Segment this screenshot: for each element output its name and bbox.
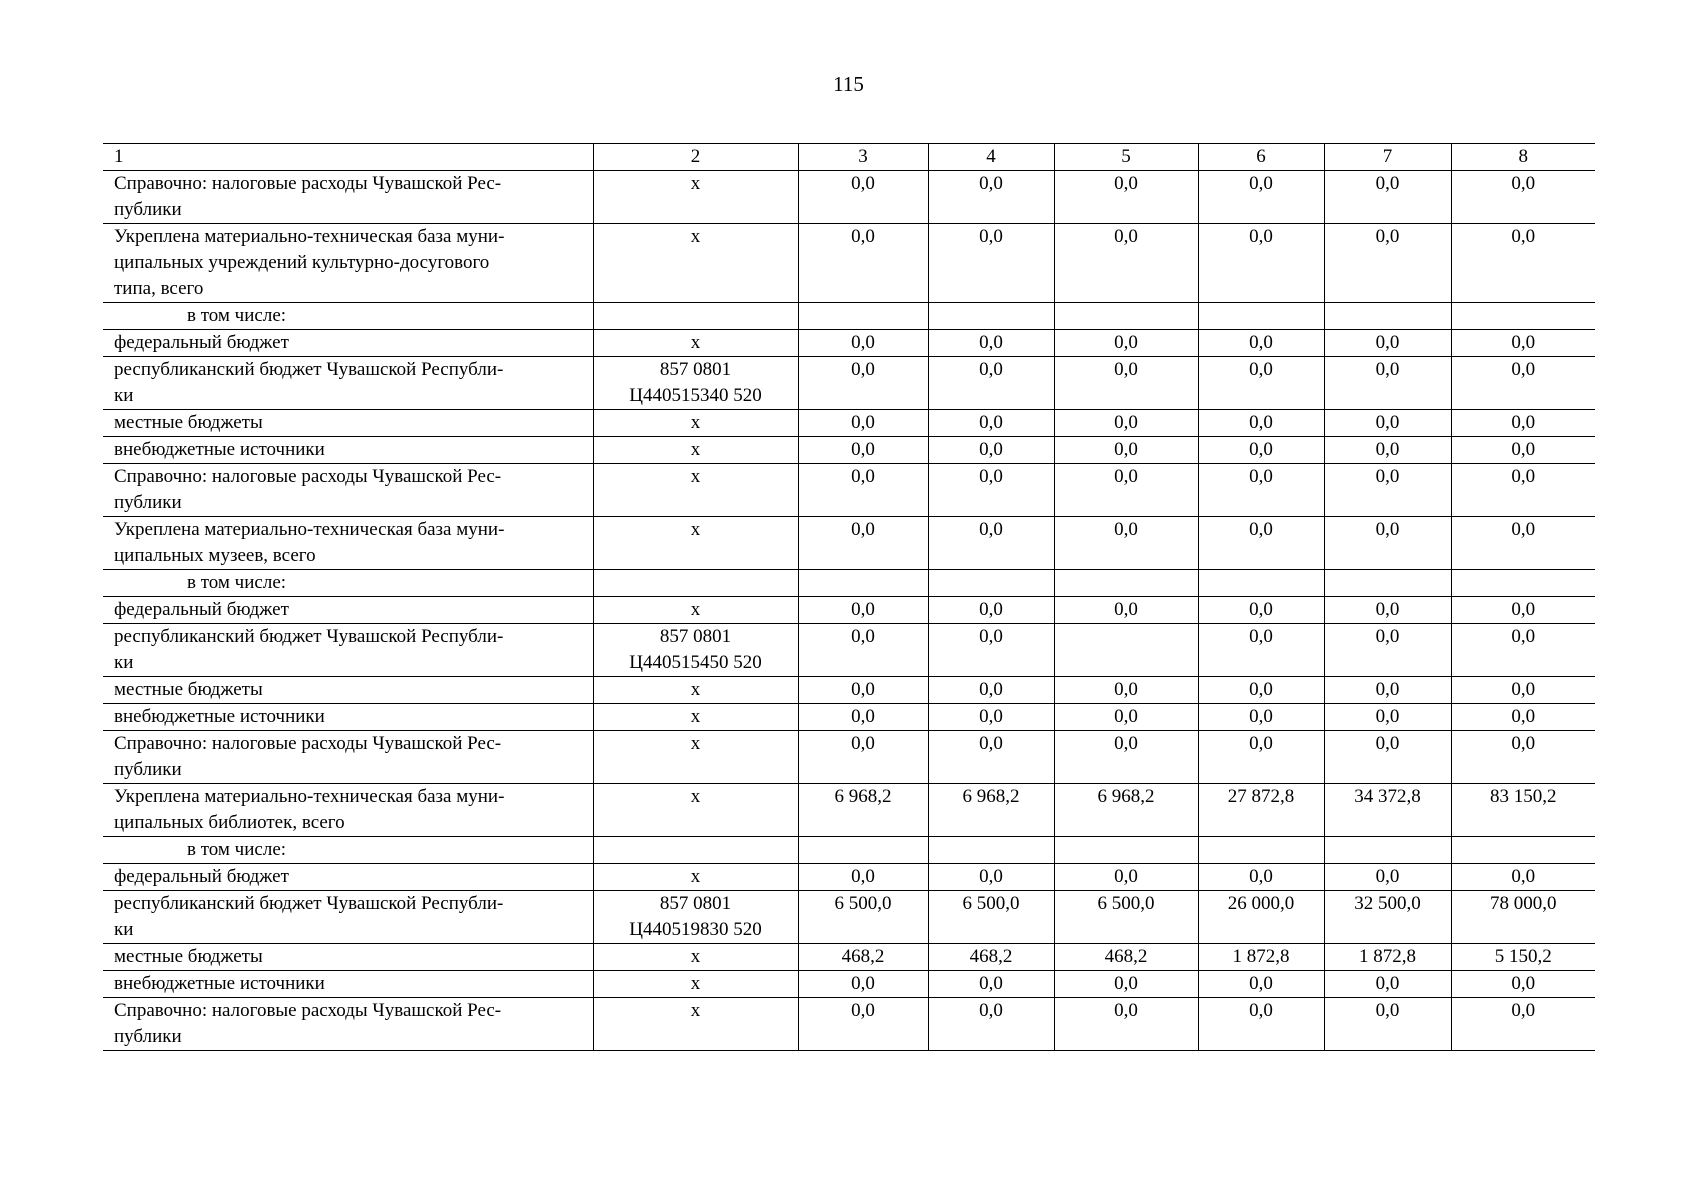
value-cell: 0,0 [928, 464, 1054, 517]
value-cell: 0,0 [1324, 171, 1451, 224]
value-cell: 0,0 [1324, 410, 1451, 437]
row-label: местные бюджеты [103, 944, 593, 971]
row-label: Укреплена материально-техническая база муни- ципальных библиотек, всего [103, 784, 593, 837]
value-cell: 0,0 [1198, 597, 1324, 624]
table-row [103, 971, 1595, 998]
value-cell: 0,0 [1198, 677, 1324, 704]
value-cell: 0,0 [928, 437, 1054, 464]
budget-code: х [593, 704, 798, 731]
value-cell: 0,0 [1324, 998, 1451, 1051]
value-cell: 0,0 [1054, 437, 1198, 464]
value-cell: 0,0 [1054, 704, 1198, 731]
budget-code: х [593, 171, 798, 224]
value-cell [1451, 570, 1595, 597]
row-label: в том числе: [103, 303, 593, 330]
value-cell: 0,0 [1451, 330, 1595, 357]
budget-code: 857 0801 Ц440515340 520 [593, 357, 798, 410]
value-cell [1324, 837, 1451, 864]
value-cell: 0,0 [1324, 597, 1451, 624]
value-cell: 0,0 [1451, 704, 1595, 731]
page-number: 115 [833, 72, 864, 96]
value-cell: 0,0 [1198, 171, 1324, 224]
value-cell: 0,0 [1451, 437, 1595, 464]
value-cell [1198, 303, 1324, 330]
value-cell [1054, 303, 1198, 330]
column-header-5: 5 [1054, 144, 1198, 171]
value-cell: 0,0 [798, 704, 928, 731]
value-cell: 0,0 [1198, 517, 1324, 570]
value-cell: 0,0 [1451, 171, 1595, 224]
value-cell: 0,0 [928, 171, 1054, 224]
row-label: местные бюджеты [103, 410, 593, 437]
value-cell: 1 872,8 [1324, 944, 1451, 971]
value-cell: 0,0 [1054, 597, 1198, 624]
value-cell: 0,0 [1324, 971, 1451, 998]
budget-code: х [593, 677, 798, 704]
column-header-3: 3 [798, 144, 928, 171]
value-cell: 78 000,0 [1451, 891, 1595, 944]
value-cell: 0,0 [798, 437, 928, 464]
value-cell [928, 570, 1054, 597]
table-row [103, 998, 1595, 1051]
value-cell: 0,0 [1054, 171, 1198, 224]
value-cell: 0,0 [1324, 517, 1451, 570]
table-row [103, 410, 1595, 437]
value-cell: 0,0 [928, 864, 1054, 891]
value-cell: 0,0 [1324, 357, 1451, 410]
value-cell [1451, 303, 1595, 330]
budget-code: х [593, 944, 798, 971]
value-cell: 0,0 [1198, 864, 1324, 891]
value-cell: 0,0 [928, 998, 1054, 1051]
value-cell: 0,0 [1451, 410, 1595, 437]
budget-code [593, 303, 798, 330]
value-cell: 6 500,0 [1054, 891, 1198, 944]
budget-code: х [593, 330, 798, 357]
value-cell: 0,0 [928, 624, 1054, 677]
value-cell: 0,0 [1198, 437, 1324, 464]
column-header-2: 2 [593, 144, 798, 171]
value-cell: 0,0 [1054, 517, 1198, 570]
table-row [103, 357, 1595, 410]
budget-code: х [593, 784, 798, 837]
value-cell: 6 968,2 [928, 784, 1054, 837]
row-label: внебюджетные источники [103, 704, 593, 731]
value-cell: 0,0 [928, 731, 1054, 784]
budget-code: х [593, 971, 798, 998]
table-row [103, 837, 1595, 864]
value-cell: 0,0 [1198, 704, 1324, 731]
value-cell: 468,2 [1054, 944, 1198, 971]
table-row [103, 437, 1595, 464]
value-cell: 0,0 [1451, 464, 1595, 517]
value-cell: 0,0 [1451, 864, 1595, 891]
value-cell: 0,0 [1451, 357, 1595, 410]
value-cell: 0,0 [928, 357, 1054, 410]
value-cell: 0,0 [1451, 624, 1595, 677]
value-cell: 0,0 [1451, 224, 1595, 303]
value-cell: 0,0 [798, 677, 928, 704]
value-cell: 0,0 [1198, 624, 1324, 677]
row-label: в том числе: [103, 570, 593, 597]
value-cell: 0,0 [1054, 864, 1198, 891]
table-row [103, 784, 1595, 837]
budget-code: х [593, 998, 798, 1051]
value-cell: 0,0 [1054, 224, 1198, 303]
row-label: республиканский бюджет Чувашской Республи- ки [103, 357, 593, 410]
value-cell: 0,0 [1451, 597, 1595, 624]
row-label: в том числе: [103, 837, 593, 864]
budget-code: х [593, 437, 798, 464]
value-cell: 0,0 [928, 517, 1054, 570]
value-cell [1324, 303, 1451, 330]
value-cell: 0,0 [1054, 998, 1198, 1051]
value-cell: 0,0 [1451, 517, 1595, 570]
budget-code: 857 0801 Ц440515450 520 [593, 624, 798, 677]
table-row [103, 864, 1595, 891]
budget-code: х [593, 224, 798, 303]
table-header-row [103, 144, 1595, 171]
row-label: республиканский бюджет Чувашской Республи- ки [103, 891, 593, 944]
budget-code [593, 837, 798, 864]
row-label: Укреплена материально-техническая база муни- ципальных музеев, всего [103, 517, 593, 570]
value-cell: 0,0 [1324, 677, 1451, 704]
table-row [103, 171, 1595, 224]
row-label: Справочно: налоговые расходы Чувашской Рес- публики [103, 464, 593, 517]
table-row [103, 303, 1595, 330]
value-cell: 0,0 [798, 224, 928, 303]
value-cell: 0,0 [1451, 677, 1595, 704]
budget-table [103, 143, 1595, 1051]
value-cell [928, 837, 1054, 864]
value-cell: 0,0 [928, 330, 1054, 357]
value-cell [798, 837, 928, 864]
column-header-1: 1 [103, 144, 593, 171]
value-cell: 468,2 [798, 944, 928, 971]
value-cell [1198, 837, 1324, 864]
value-cell: 34 372,8 [1324, 784, 1451, 837]
value-cell: 83 150,2 [1451, 784, 1595, 837]
value-cell: 5 150,2 [1451, 944, 1595, 971]
value-cell: 0,0 [798, 864, 928, 891]
table-row [103, 731, 1595, 784]
budget-code: х [593, 864, 798, 891]
table-row [103, 464, 1595, 517]
value-cell: 0,0 [1451, 971, 1595, 998]
value-cell [1054, 570, 1198, 597]
value-cell: 0,0 [1324, 464, 1451, 517]
value-cell [798, 303, 928, 330]
value-cell: 0,0 [928, 597, 1054, 624]
value-cell: 0,0 [798, 357, 928, 410]
table-row [103, 517, 1595, 570]
value-cell: 0,0 [798, 597, 928, 624]
value-cell: 0,0 [1324, 624, 1451, 677]
row-label: Справочно: налоговые расходы Чувашской Рес- публики [103, 998, 593, 1051]
table-row [103, 624, 1595, 677]
row-label: внебюджетные источники [103, 437, 593, 464]
row-label: Справочно: налоговые расходы Чувашской Рес- публики [103, 171, 593, 224]
row-label: федеральный бюджет [103, 330, 593, 357]
row-label: республиканский бюджет Чувашской Республи- ки [103, 624, 593, 677]
value-cell: 0,0 [1054, 410, 1198, 437]
row-label: федеральный бюджет [103, 864, 593, 891]
row-label: Справочно: налоговые расходы Чувашской Рес- публики [103, 731, 593, 784]
table-row [103, 224, 1595, 303]
value-cell: 0,0 [928, 410, 1054, 437]
budget-code: х [593, 731, 798, 784]
value-cell: 0,0 [1451, 731, 1595, 784]
row-label: федеральный бюджет [103, 597, 593, 624]
value-cell: 0,0 [1198, 971, 1324, 998]
value-cell: 1 872,8 [1198, 944, 1324, 971]
value-cell: 0,0 [1054, 330, 1198, 357]
row-label: местные бюджеты [103, 677, 593, 704]
value-cell: 0,0 [798, 517, 928, 570]
value-cell: 0,0 [1198, 224, 1324, 303]
value-cell: 6 500,0 [798, 891, 928, 944]
value-cell: 0,0 [1198, 410, 1324, 437]
table-row [103, 677, 1595, 704]
value-cell: 0,0 [928, 704, 1054, 731]
value-cell: 32 500,0 [1324, 891, 1451, 944]
budget-code [593, 570, 798, 597]
value-cell: 0,0 [1198, 357, 1324, 410]
table-row [103, 704, 1595, 731]
value-cell: 0,0 [1324, 224, 1451, 303]
row-label: внебюджетные источники [103, 971, 593, 998]
value-cell [798, 570, 928, 597]
budget-code: 857 0801 Ц440519830 520 [593, 891, 798, 944]
value-cell: 0,0 [798, 998, 928, 1051]
value-cell: 0,0 [1324, 330, 1451, 357]
value-cell: 0,0 [1198, 731, 1324, 784]
value-cell: 6 968,2 [798, 784, 928, 837]
value-cell: 0,0 [1054, 357, 1198, 410]
value-cell [1198, 570, 1324, 597]
budget-code: х [593, 517, 798, 570]
value-cell: 0,0 [798, 624, 928, 677]
value-cell: 0,0 [1451, 998, 1595, 1051]
value-cell: 0,0 [1198, 330, 1324, 357]
value-cell: 0,0 [1054, 464, 1198, 517]
value-cell: 6 500,0 [928, 891, 1054, 944]
value-cell: 0,0 [928, 224, 1054, 303]
row-label: Укреплена материально-техническая база муни- ципальных учреждений культурно-досугового типа, всего [103, 224, 593, 303]
value-cell: 0,0 [1324, 864, 1451, 891]
value-cell: 0,0 [798, 464, 928, 517]
value-cell: 0,0 [798, 971, 928, 998]
value-cell: 0,0 [1054, 731, 1198, 784]
table-row [103, 597, 1595, 624]
table-row [103, 330, 1595, 357]
value-cell [928, 303, 1054, 330]
value-cell: 0,0 [1324, 437, 1451, 464]
column-header-7: 7 [1324, 144, 1451, 171]
value-cell: 0,0 [798, 171, 928, 224]
value-cell [1451, 837, 1595, 864]
value-cell: 0,0 [928, 677, 1054, 704]
value-cell [1324, 570, 1451, 597]
budget-code: х [593, 464, 798, 517]
value-cell: 26 000,0 [1198, 891, 1324, 944]
table-row [103, 891, 1595, 944]
value-cell: 0,0 [928, 971, 1054, 998]
value-cell: 0,0 [1324, 731, 1451, 784]
value-cell: 0,0 [1198, 998, 1324, 1051]
value-cell: 0,0 [1198, 464, 1324, 517]
value-cell [1054, 837, 1198, 864]
value-cell: 6 968,2 [1054, 784, 1198, 837]
value-cell [1054, 624, 1198, 677]
value-cell: 0,0 [798, 731, 928, 784]
value-cell: 0,0 [1054, 971, 1198, 998]
value-cell: 0,0 [798, 330, 928, 357]
value-cell: 0,0 [1054, 677, 1198, 704]
budget-code: х [593, 410, 798, 437]
value-cell: 0,0 [1324, 704, 1451, 731]
budget-code: х [593, 597, 798, 624]
value-cell: 27 872,8 [1198, 784, 1324, 837]
value-cell: 468,2 [928, 944, 1054, 971]
column-header-6: 6 [1198, 144, 1324, 171]
column-header-8: 8 [1451, 144, 1595, 171]
column-header-4: 4 [928, 144, 1054, 171]
table-row [103, 944, 1595, 971]
table-row [103, 570, 1595, 597]
value-cell: 0,0 [798, 410, 928, 437]
